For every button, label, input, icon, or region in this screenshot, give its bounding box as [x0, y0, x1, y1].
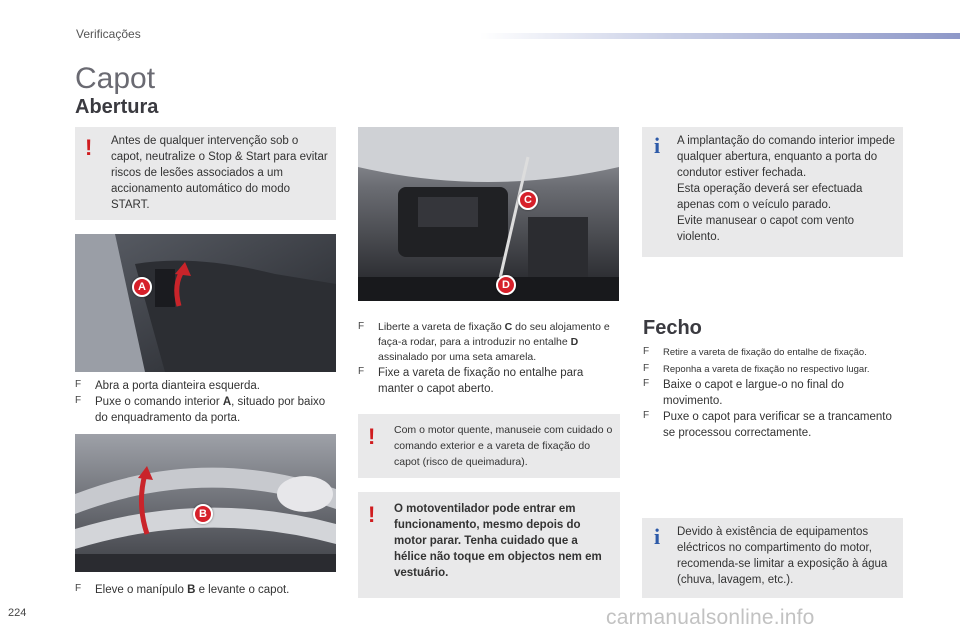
- step-lower-hood: [643, 377, 905, 409]
- step-ref: B: [187, 584, 196, 596]
- closing-heading: Fecho: [643, 317, 702, 339]
- warning-box-hot-engine: [358, 414, 620, 478]
- bullet-icon: F: [358, 366, 365, 377]
- step-text: Liberte a vareta de fixação: [378, 321, 505, 333]
- step-text: Reponha a vareta de fixação no respectivo lugar.: [663, 364, 870, 375]
- bullet-icon: F: [643, 363, 650, 374]
- watermark: carmanualsonline.info: [606, 606, 815, 629]
- bullet-icon: F: [75, 379, 82, 390]
- hood-handle-photo: [75, 434, 336, 572]
- page-number: 224: [8, 607, 27, 619]
- bullet-icon: F: [643, 378, 650, 389]
- door-lever-photo: [75, 234, 336, 372]
- warning-icon: !: [368, 424, 376, 449]
- info-icon: i: [654, 524, 661, 549]
- page-title: Capot: [75, 62, 156, 95]
- warning-text-hot-engine: Com o motor quente, manuseie com cuidado o comando exterior e a vareta de fixação do capot (risco de queimadura).: [394, 424, 613, 468]
- step-check-lock: [643, 409, 905, 441]
- info-text-interior-control: A implantação do comando interior impede qualquer abertura, enquanto a porta do condutor estiver fechada. Esta operação deverá ser efectuada apenas com o veículo parado. Evite manusear o capot com vento violento.: [677, 135, 895, 243]
- step-text: Baixe o capot e largue-o no final do movimento.: [663, 379, 844, 407]
- warning-box-stop-start: [75, 127, 336, 220]
- step-release-rod: [358, 320, 620, 365]
- callout-c: C: [518, 190, 538, 210]
- step-text: Retire a vareta de fixação do entalhe de fixação.: [663, 347, 867, 358]
- info-box-water-exposure: [642, 518, 903, 598]
- step-text: Puxe o comando interior: [95, 396, 223, 408]
- step-open-door: [75, 378, 336, 394]
- step-text: Eleve o manípulo: [95, 584, 188, 596]
- bullet-icon: F: [358, 321, 365, 332]
- step-text: Fixe a vareta de fixação no entalhe para manter o capot aberto.: [378, 367, 584, 395]
- step-text: e levante o capot.: [195, 584, 290, 596]
- step-text: do seu alojamento e faça-a rodar, para a introduzir no entalhe: [378, 321, 610, 348]
- step-ref: C: [504, 321, 513, 333]
- info-text-water-exposure: Devido à existência de equipamentos eléctricos no compartimento do motor, recomenda-se limitar a exposição à água (chuva, lavagem, etc.).: [677, 526, 888, 586]
- steps-door: [75, 378, 336, 426]
- opening-heading: Abertura: [75, 96, 159, 118]
- step-ref: D: [570, 336, 579, 348]
- section-tag: Verificações: [76, 27, 141, 41]
- steps-prop-rod: [358, 320, 620, 397]
- step-fix-rod: [358, 365, 620, 397]
- header-bar: [480, 33, 960, 39]
- step-text: Abra a porta dianteira esquerda.: [95, 380, 260, 392]
- bullet-icon: F: [75, 583, 82, 594]
- engine-bay-photo: [358, 127, 619, 301]
- callout-b: B: [193, 504, 213, 524]
- warning-box-fan: [358, 492, 620, 598]
- step-replace-rod: [643, 362, 905, 377]
- step-remove-rod: [643, 345, 905, 360]
- step-ref: A: [222, 396, 232, 408]
- bullet-icon: F: [643, 346, 650, 357]
- warning-icon: !: [85, 135, 93, 160]
- steps-closing: [643, 345, 905, 441]
- bullet-icon: F: [75, 395, 82, 406]
- warning-text-fan: O motoventilador pode entrar em funcionamento, mesmo depois do motor parar. Tenha cuidado que a hélice não toque em objectos nem em vestuário.: [394, 503, 602, 579]
- step-lift-hood: [75, 582, 336, 598]
- info-box-interior-control: [642, 127, 903, 257]
- callout-d: D: [496, 275, 516, 295]
- step-text: , situado por baixo do enquadramento da porta.: [95, 396, 326, 424]
- warning-icon: !: [368, 502, 376, 527]
- step-text: Puxe o capot para verificar se a trancamento se processou correctamente.: [663, 411, 892, 439]
- info-icon: i: [654, 133, 661, 158]
- warning-text-stop-start: Antes de qualquer intervenção sob o capot, neutralize o Stop & Start para evitar riscos de lesões associados a um accionamento automático do modo START.: [111, 135, 328, 211]
- bullet-icon: F: [643, 410, 650, 421]
- callout-a: A: [132, 277, 152, 297]
- step-text: assinalado por uma seta amarela.: [378, 351, 537, 363]
- step-pull-control: [75, 394, 336, 426]
